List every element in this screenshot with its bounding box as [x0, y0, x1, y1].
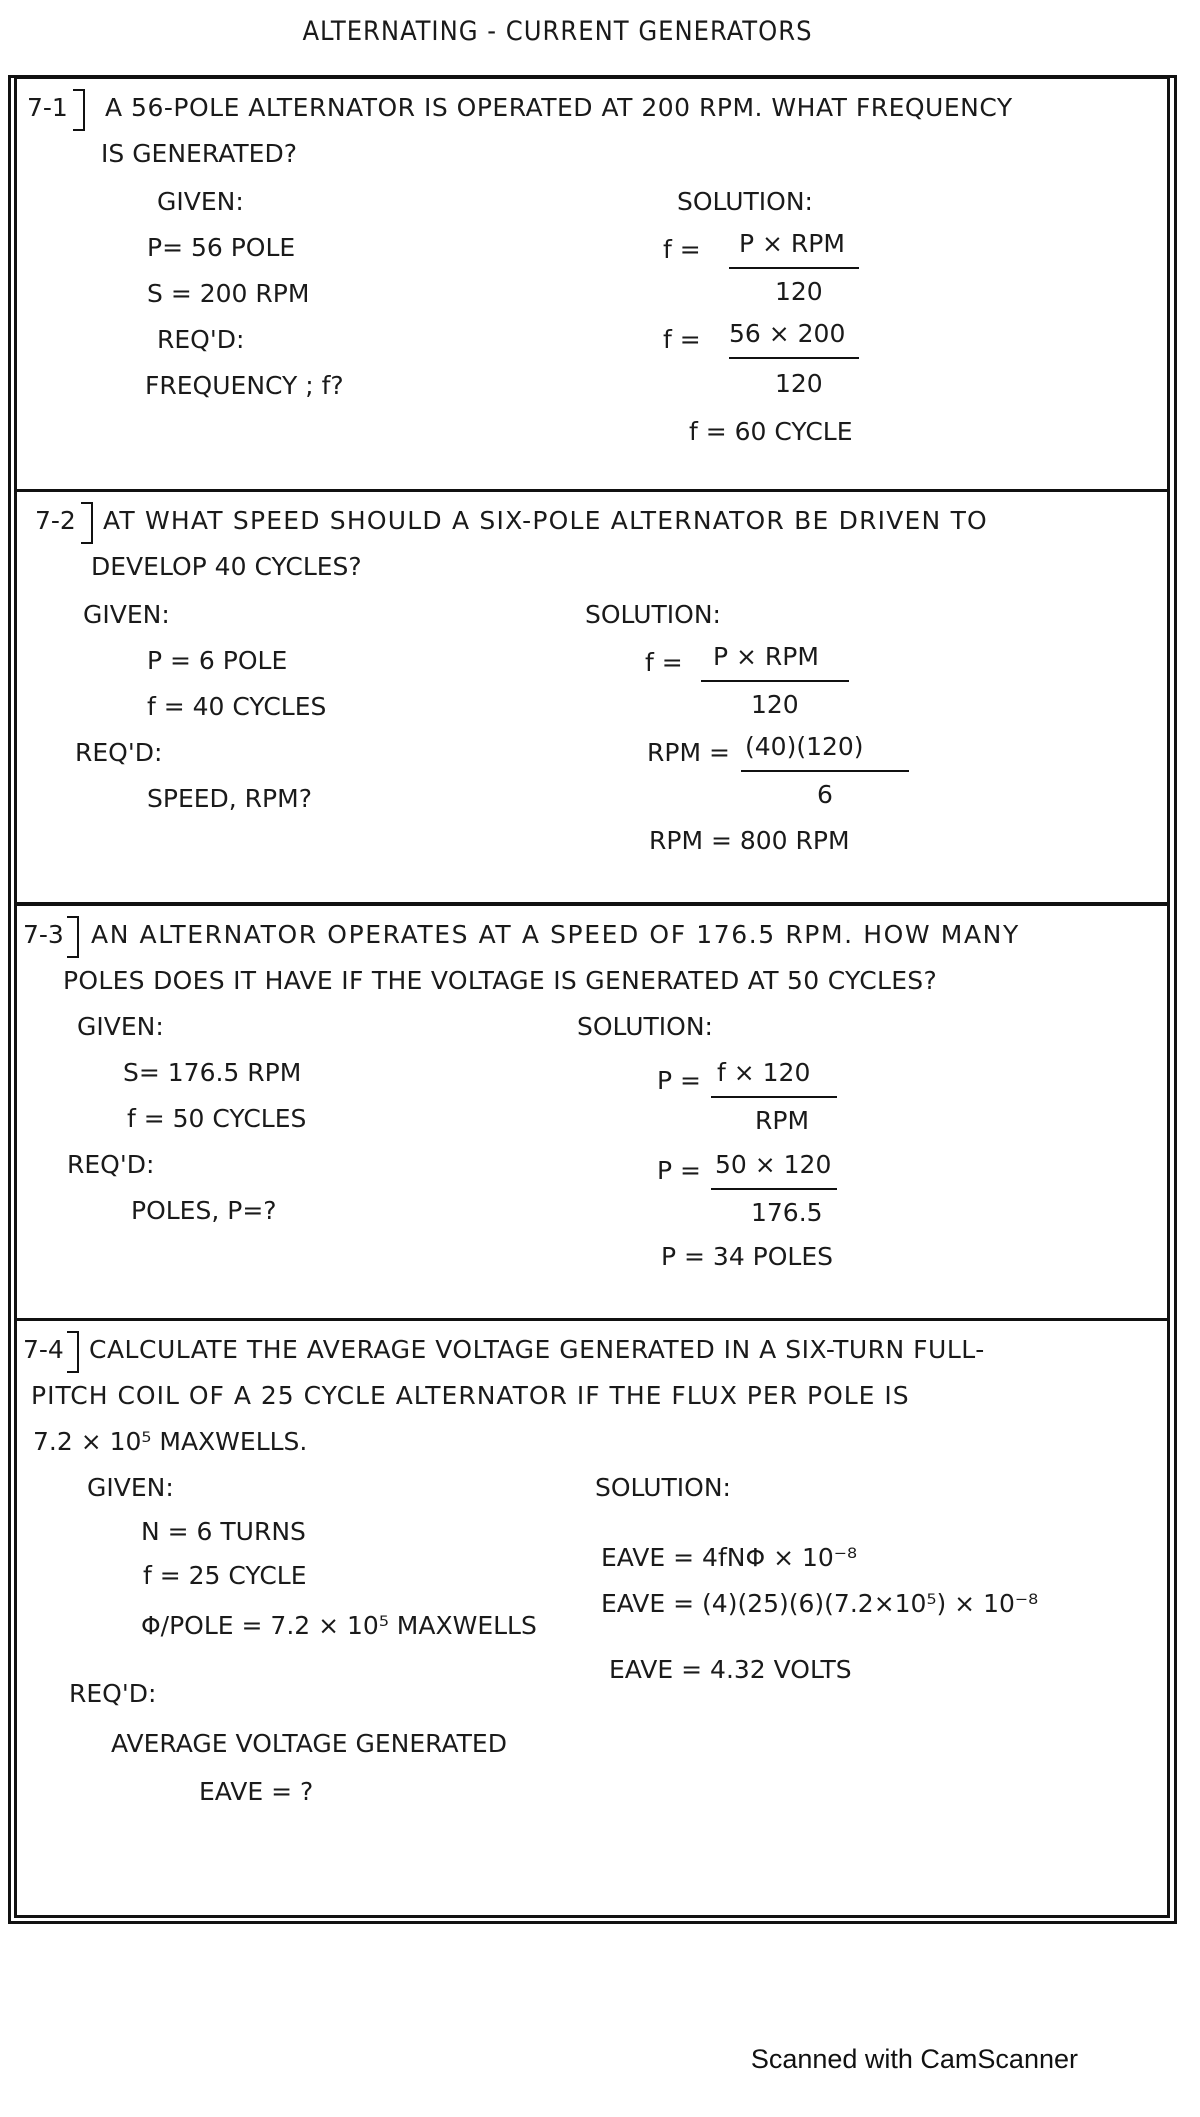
problem-7-4 [14, 1318, 1170, 1918]
equation-lhs: RPM = [647, 738, 730, 767]
reqd-label: REQ'D: [69, 1679, 157, 1708]
question-line: CALCULATE THE AVERAGE VOLTAGE GENERATED IN A SIX-TURN FULL- [89, 1335, 985, 1364]
fraction-denominator: 120 [775, 369, 823, 398]
fraction-bar [711, 1188, 837, 1190]
solution-label: SOLUTION: [595, 1473, 731, 1502]
reqd-item: SPEED, RPM? [147, 784, 312, 813]
equation: EAVE = 4fNΦ × 10⁻⁸ [601, 1543, 857, 1572]
fraction-numerator: 50 × 120 [715, 1150, 832, 1179]
reqd-label: REQ'D: [157, 325, 245, 354]
problem-number: 7-2 [35, 506, 76, 535]
question-line: IS GENERATED? [101, 139, 297, 168]
equation-lhs: f = [645, 648, 683, 677]
reqd-item: POLES, P=? [131, 1196, 277, 1225]
fraction-denominator: RPM [755, 1106, 810, 1135]
reqd-item: FREQUENCY ; f? [145, 371, 344, 400]
reqd-item: EAVE = ? [199, 1777, 314, 1806]
reqd-label: REQ'D: [67, 1150, 155, 1179]
answer: P = 34 POLES [661, 1242, 834, 1271]
equation-lhs: P = [657, 1066, 701, 1095]
given-item: S = 200 RPM [147, 279, 310, 308]
problem-bracket [73, 89, 85, 131]
problem-7-2 [14, 489, 1170, 905]
problem-bracket [81, 502, 93, 544]
reqd-label: REQ'D: [75, 738, 163, 767]
question-line: PITCH COIL OF A 25 CYCLE ALTERNATOR IF THE FLUX PER POLE IS [31, 1381, 910, 1410]
fraction-denominator: 6 [817, 780, 833, 809]
fraction-bar [729, 267, 859, 269]
problem-number: 7-1 [27, 93, 68, 122]
solution-label: SOLUTION: [577, 1012, 713, 1041]
problem-number: 7-3 [23, 920, 64, 949]
question-line: DEVELOP 40 CYCLES? [91, 552, 362, 581]
given-item: f = 25 CYCLE [143, 1561, 307, 1590]
question-line: AT WHAT SPEED SHOULD A SIX-POLE ALTERNATOR BE DRIVEN TO [103, 506, 988, 535]
question-line: AN ALTERNATOR OPERATES AT A SPEED OF 176.5 RPM. HOW MANY [91, 920, 1020, 949]
fraction-numerator: P × RPM [713, 642, 819, 671]
fraction-numerator: (40)(120) [745, 732, 864, 761]
answer: f = 60 CYCLE [689, 417, 853, 446]
reqd-item: AVERAGE VOLTAGE GENERATED [111, 1729, 507, 1758]
solution-label: SOLUTION: [677, 187, 813, 216]
answer: RPM = 800 RPM [649, 826, 850, 855]
fraction-bar [741, 770, 909, 772]
given-item: P = 6 POLE [147, 646, 288, 675]
problem-bracket [67, 916, 79, 958]
question-line: A 56-POLE ALTERNATOR IS OPERATED AT 200 RPM. WHAT FREQUENCY [105, 93, 1013, 122]
answer: EAVE = 4.32 VOLTS [609, 1655, 852, 1684]
given-item: f = 50 CYCLES [127, 1104, 307, 1133]
equation: EAVE = (4)(25)(6)(7.2×10⁵) × 10⁻⁸ [601, 1589, 1039, 1618]
problem-number: 7-4 [23, 1335, 64, 1364]
question-line: 7.2 × 10⁵ MAXWELLS. [33, 1427, 308, 1456]
given-item: N = 6 TURNS [141, 1517, 306, 1546]
given-item: Φ/POLE = 7.2 × 10⁵ MAXWELLS [141, 1611, 537, 1640]
problem-7-1 [14, 76, 1170, 492]
page-title: ALTERNATING - CURRENT GENERATORS [302, 16, 813, 47]
given-item: S= 176.5 RPM [123, 1058, 302, 1087]
scanner-watermark: Scanned with CamScanner [750, 2044, 1078, 2074]
fraction-numerator: 56 × 200 [729, 319, 846, 348]
fraction-bar [729, 357, 859, 359]
given-label: GIVEN: [77, 1012, 164, 1041]
equation-lhs: P = [657, 1156, 701, 1185]
equation-lhs: f = [663, 235, 701, 264]
equation-lhs: f = [663, 325, 701, 354]
given-item: f = 40 CYCLES [147, 692, 327, 721]
fraction-bar [711, 1096, 837, 1098]
fraction-denominator: 176.5 [751, 1198, 823, 1227]
solution-label: SOLUTION: [585, 600, 721, 629]
fraction-numerator: f × 120 [717, 1058, 811, 1087]
given-item: P= 56 POLE [147, 233, 296, 262]
problem-bracket [67, 1331, 79, 1373]
given-label: GIVEN: [157, 187, 244, 216]
fraction-numerator: P × RPM [739, 229, 845, 258]
question-line: POLES DOES IT HAVE IF THE VOLTAGE IS GENERATED AT 50 CYCLES? [63, 966, 938, 995]
fraction-denominator: 120 [775, 277, 823, 306]
problem-7-3 [14, 903, 1170, 1321]
given-label: GIVEN: [87, 1473, 174, 1502]
fraction-denominator: 120 [751, 690, 799, 719]
given-label: GIVEN: [83, 600, 170, 629]
fraction-bar [701, 680, 849, 682]
